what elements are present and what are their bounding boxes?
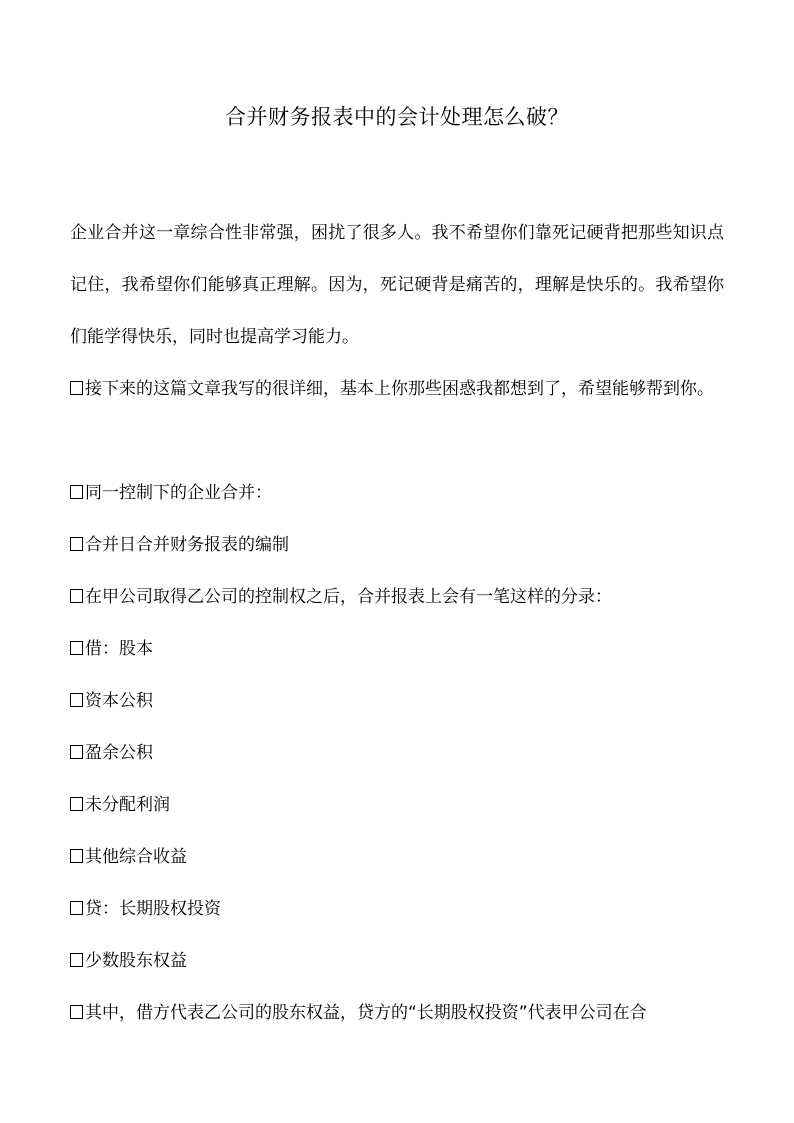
paragraph-text: 在甲公司取得乙公司的控制权之后，合并报表上会有一笔这样的分录： [85,587,612,607]
paragraph-control-entry [70,571,724,623]
paragraph-same-control [70,467,724,519]
paragraph-text: 合并日合并财务报表的编制 [85,535,289,555]
document-title: 合并财务报表中的会计处理怎么破？ [225,105,569,129]
entry-debit-share-capital [70,623,724,675]
checkbox-glyph-icon [70,485,83,499]
checkbox-glyph-icon [70,1005,83,1019]
paragraph-text: 资本公积 [85,691,153,711]
paragraph-text: 其中，借方代表乙公司的股东权益，贷方的“长期股权投资”代表甲公司在合 [85,1003,647,1023]
checkbox-glyph-icon [70,641,83,655]
checkbox-glyph-icon [70,537,83,551]
paragraph-explanation [70,987,724,1039]
paragraph-text: 盈余公积 [85,743,153,763]
checkbox-glyph-icon [70,693,83,707]
checkbox-glyph-icon [70,901,83,915]
paragraph-next-article [70,363,724,415]
entry-undistributed-profit [70,779,724,831]
entry-surplus-reserve [70,727,724,779]
paragraph-text: 贷：长期股权投资 [85,899,221,919]
paragraph-text: 其他综合收益 [85,847,187,867]
entry-minority-interest [70,935,724,987]
paragraph-consolidation-date [70,519,724,571]
entry-capital-reserve [70,675,724,727]
checkbox-glyph-icon [70,797,83,811]
entry-other-comprehensive-income [70,831,724,883]
checkbox-glyph-icon [70,381,83,395]
checkbox-glyph-icon [70,849,83,863]
entry-credit-long-term-equity [70,883,724,935]
paragraph-text: 同一控制下的企业合并： [85,483,272,503]
checkbox-glyph-icon [70,953,83,967]
paragraph-text: 接下来的这篇文章我写的很详细，基本上你那些困惑我都想到了，希望能够帮到你。 [85,379,714,399]
paragraph-text: 少数股东权益 [85,951,187,971]
intro-paragraph: 企业合并这一章综合性非常强，困扰了很多人。我不希望你们靠死记硬背把那些知识点记住，我希望你们能够真正理解。因为，死记硬背是痛苦的，理解是快乐的。我希望你们能学得快乐，同时也提高学习能力。 [70,223,724,347]
checkbox-glyph-icon [70,589,83,603]
paragraph-text: 借：股本 [85,639,153,659]
checkbox-glyph-icon [70,745,83,759]
paragraph-text: 未分配利润 [85,795,170,815]
